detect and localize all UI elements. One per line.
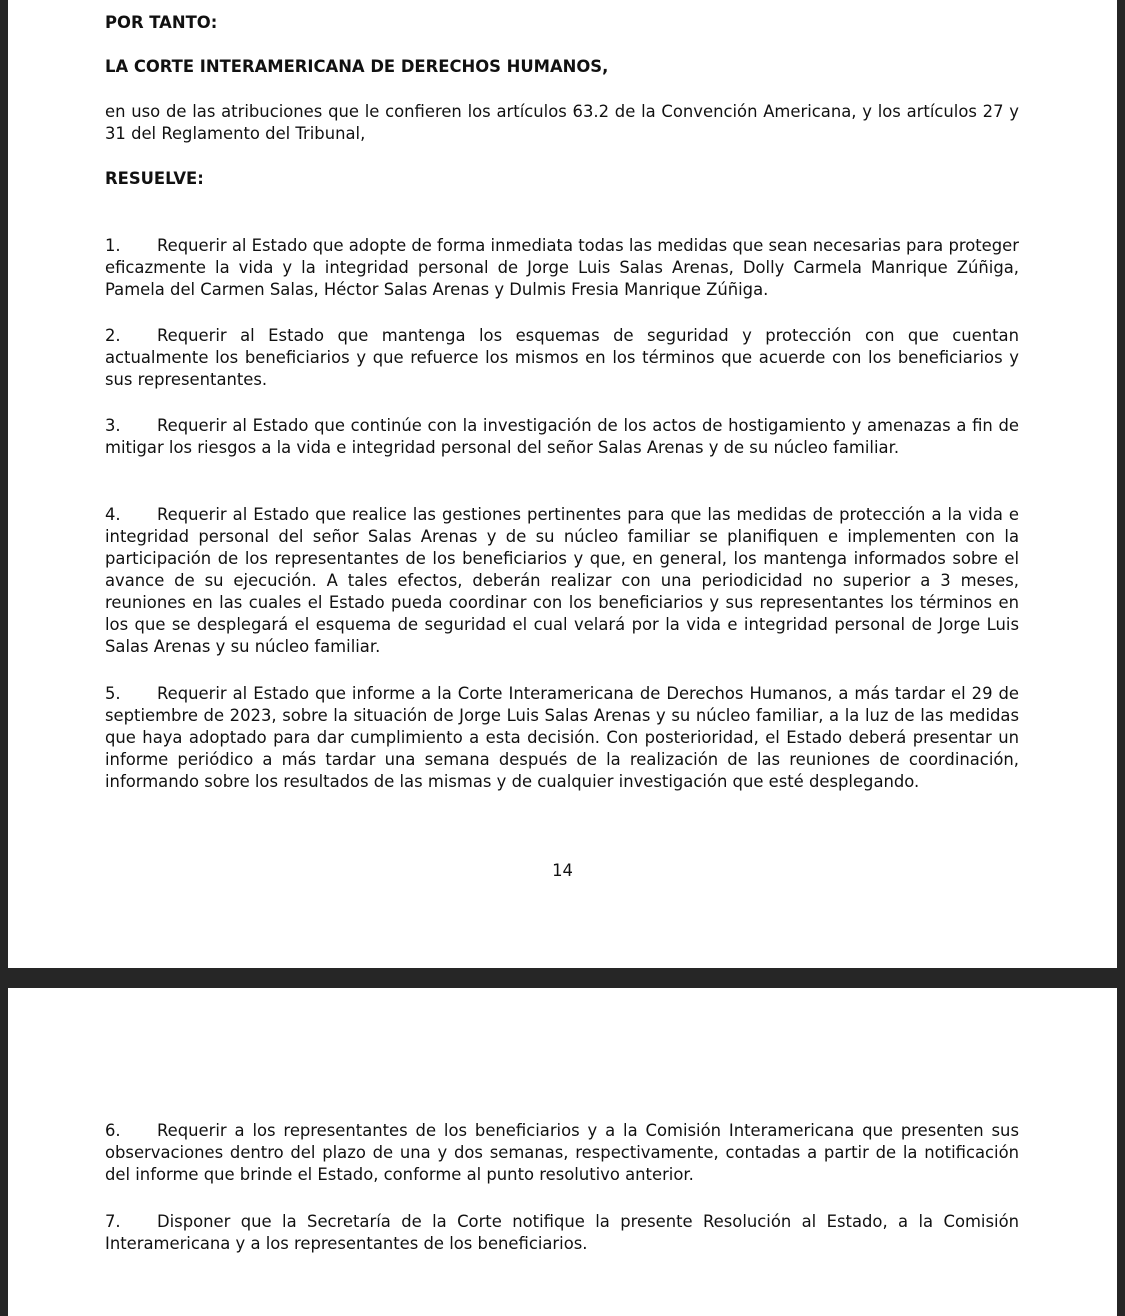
heading-resuelve: RESUELVE: (105, 169, 204, 188)
heading-por-tanto: POR TANTO: (105, 13, 218, 32)
point-number: 5. (105, 684, 121, 703)
resolutive-point-6 (105, 1120, 1019, 1186)
document-page-14 (8, 0, 1117, 968)
point-text: Requerir al Estado que realice las gestiones pertinentes para que las medidas de protección a la vida e integridad personal del señor Salas Arenas y de su núcleo familiar se planifiquen e implementen con la participación de los representantes de los beneficiarios y que, en general, los mantenga informados sobre el avance de su ejecución. A tales efectos, deberán realizar con una periodicidad no superior a 3 meses, reuniones en las cuales el Estado pueda coordinar con los beneficiarios y sus representantes los términos en los que se desplegará el esquema de seguridad el cual velará por la vida e integridad personal de Jorge Luis Salas Arenas y su núcleo familiar. (105, 505, 1019, 656)
point-number: 7. (105, 1212, 121, 1231)
point-number: 2. (105, 326, 121, 345)
point-text: Disponer que la Secretaría de la Corte notifique la presente Resolución al Estado, a la Comisión Interamericana y a los representantes de los beneficiarios. (105, 1212, 1019, 1253)
point-text: Requerir al Estado que continúe con la investigación de los actos de hostigamiento y amenazas a fin de mitigar los riesgos a la vida e integridad personal del señor Salas Arenas y de su núcleo familiar. (105, 416, 1019, 457)
intro-paragraph: en uso de las atribuciones que le confieren los artículos 63.2 de la Convención Americana, y los artículos 27 y 31 del Reglamento del Tribunal, (105, 102, 1019, 143)
resolutive-point-3 (105, 415, 1019, 459)
page-number: 14 (552, 861, 573, 880)
point-text: Requerir al Estado que adopte de forma inmediata todas las medidas que sean necesarias para proteger eficazmente la vida y la integridad personal de Jorge Luis Salas Arenas, Dolly Carmela Manrique Zúñiga, Pamela del Carmen Salas, Héctor Salas Arenas y Dulmis Fresia Manrique Zúñiga. (105, 236, 1019, 299)
point-number: 1. (105, 236, 121, 255)
heading-corte: LA CORTE INTERAMERICANA DE DERECHOS HUMANOS, (105, 57, 609, 76)
point-number: 4. (105, 505, 121, 524)
resolutive-point-1 (105, 235, 1019, 301)
resolutive-point-5 (105, 683, 1019, 793)
resolutive-point-4 (105, 504, 1019, 658)
point-text: Requerir al Estado que informe a la Corte Interamericana de Derechos Humanos, a más tardar el 29 de septiembre de 2023, sobre la situación de Jorge Luis Salas Arenas y su núcleo familiar, a la luz de las medidas que haya adoptado para dar cumplimiento a esta decisión. Con posterioridad, el Estado deberá presentar un informe periódico a más tardar una semana después de la realización de las reuniones de coordinación, informando sobre los resultados de las mismas y de cualquier investigación que esté desplegando. (105, 684, 1019, 791)
document-page-15 (8, 988, 1117, 1316)
resolutive-point-7 (105, 1211, 1019, 1255)
point-text: Requerir al Estado que mantenga los esquemas de seguridad y protección con que cuentan actualmente los beneficiarios y que refuerce los mismos en los términos que acuerde con los beneficiarios y sus representantes. (105, 326, 1019, 389)
point-number: 3. (105, 416, 121, 435)
point-text: Requerir a los representantes de los beneficiarios y a la Comisión Interamericana que presenten sus observaciones dentro del plazo de una y dos semanas, respectivamente, contadas a partir de la notificación del informe que brinde el Estado, conforme al punto resolutivo anterior. (105, 1121, 1019, 1184)
resolutive-point-2 (105, 325, 1019, 391)
point-number: 6. (105, 1121, 121, 1140)
